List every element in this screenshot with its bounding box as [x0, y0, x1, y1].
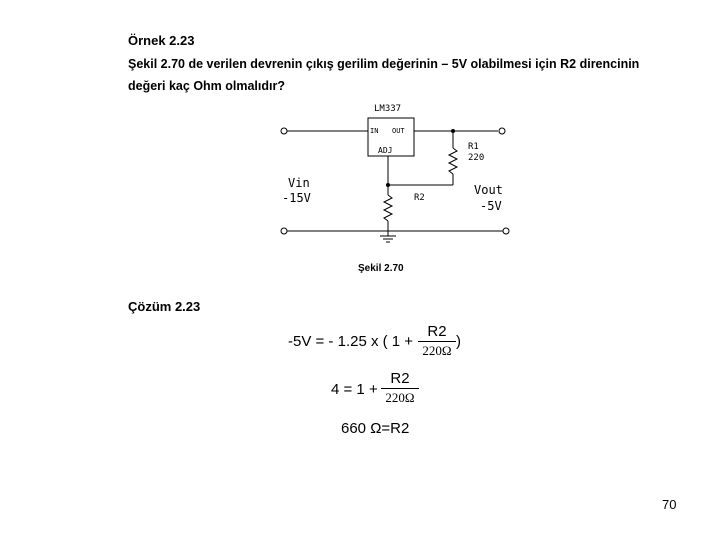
- equation-1-right: ): [456, 333, 461, 350]
- equation-2-denominator: 220Ω: [385, 390, 415, 405]
- ic-name: LM337: [374, 104, 402, 114]
- vin-value: -15V: [282, 191, 311, 205]
- problem-line-2: değeri kaç Ohm olmalıdır?: [128, 79, 285, 93]
- page-number: 70: [662, 497, 677, 512]
- fraction-line: [418, 341, 456, 342]
- vin-label: Vin: [288, 176, 310, 190]
- equation-1-left: -5V = - 1.25 x ( 1 +: [288, 333, 414, 350]
- figure-caption: Şekil 2.70: [358, 263, 404, 274]
- vin-terminal-bottom: [281, 228, 287, 234]
- equation-3: 660 Ω=R2: [341, 420, 410, 437]
- vout-terminal-bottom: [503, 228, 509, 234]
- pin-in-label: IN: [370, 127, 379, 135]
- vout-terminal-top: [499, 128, 505, 134]
- pin-out-label: OUT: [392, 127, 405, 135]
- r2-resistor: [384, 195, 392, 221]
- solution-title: Çözüm 2.23: [128, 299, 201, 314]
- r1-name: R1: [468, 142, 479, 152]
- r1-resistor: [449, 148, 457, 174]
- equation-1-numerator: R2: [427, 323, 447, 340]
- junction-output: [451, 129, 455, 133]
- equation-1-denominator: 220Ω: [422, 343, 452, 358]
- equation-2-numerator: R2: [390, 370, 410, 387]
- equation-2-left: 4 = 1 +: [331, 381, 378, 398]
- vout-label: Vout: [474, 183, 503, 197]
- r2-name: R2: [414, 193, 425, 203]
- equation-2-fraction: [381, 370, 419, 406]
- pin-adj-label: ADJ: [378, 146, 393, 155]
- junction-adj: [386, 183, 390, 187]
- fraction-line: [381, 388, 419, 389]
- vin-terminal-top: [281, 128, 287, 134]
- equation-1-fraction: [418, 323, 456, 359]
- vout-value: -5V: [480, 199, 502, 213]
- r1-value: 220: [468, 153, 485, 163]
- example-title: Örnek 2.23: [128, 33, 195, 48]
- problem-line-1: Şekil 2.70 de verilen devrenin çıkış gerilim değerinin – 5V olabilmesi için R2 direncinin: [128, 57, 640, 71]
